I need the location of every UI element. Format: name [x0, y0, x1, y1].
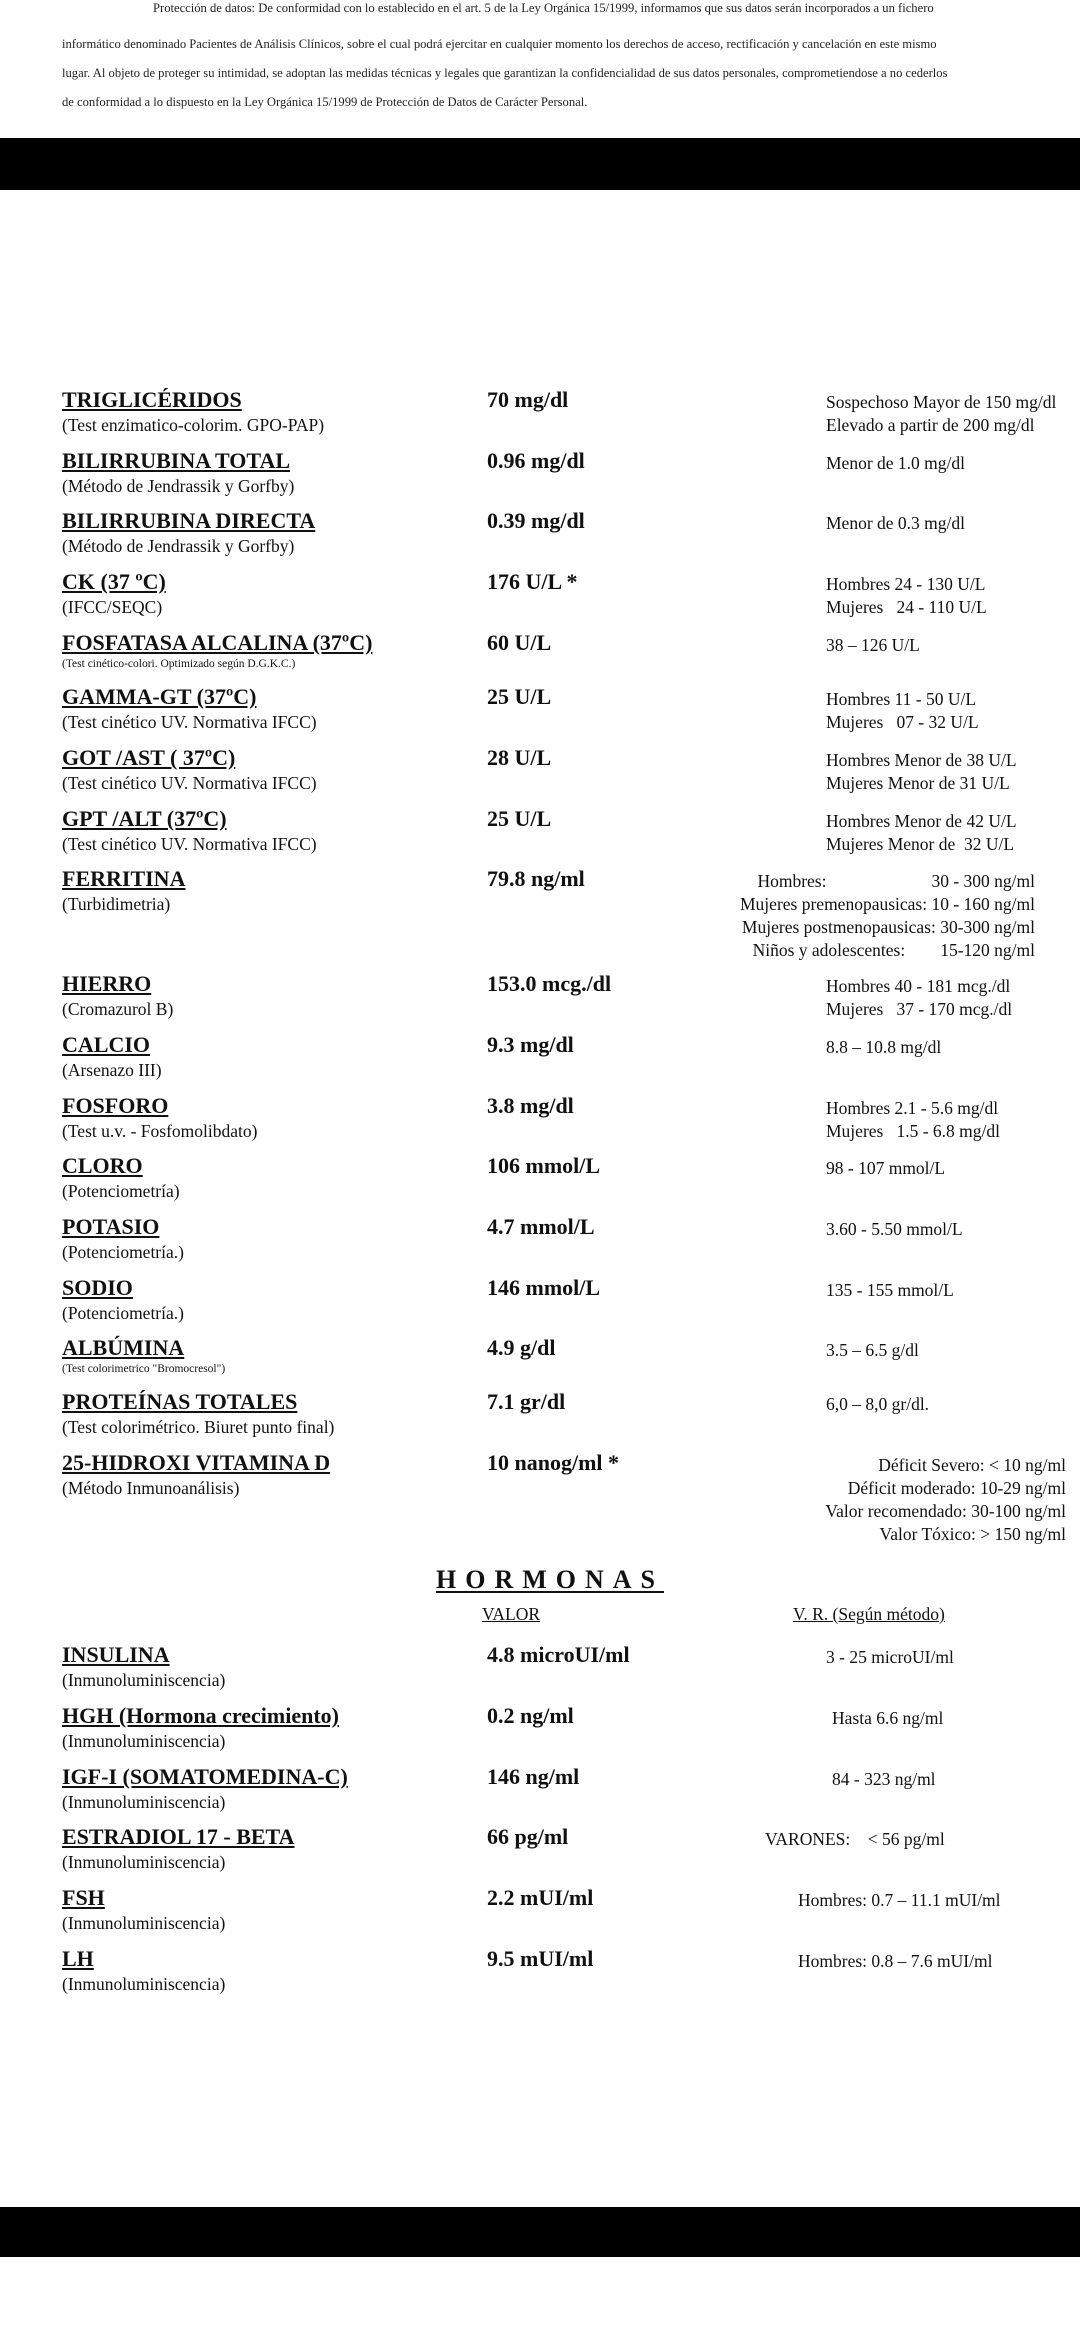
hormone-reference: VARONES: < 56 pg/ml: [765, 1829, 945, 1849]
privacy-line: de conformidad a lo dispuesto en la Ley Orgánica 15/1999 de Protección de Datos de Carácter Personal.: [62, 95, 588, 109]
test-reference: Sospechoso Mayor de 150 mg/dl Elevado a partir de 200 mg/dl: [826, 392, 1057, 435]
test-value: 28 U/L: [487, 745, 552, 770]
hormone-reference: Hombres: 0.7 – 11.1 mUI/ml: [798, 1890, 1001, 1910]
test-name: GOT /AST ( 37ºC): [62, 745, 236, 770]
test-value: 4.9 g/dl: [487, 1335, 556, 1360]
test-reference: Déficit Severo: < 10 ng/ml Déficit moderado: 10-29 ng/ml Valor recomendado: 30-100 ng/ml Valor Tóxico: > 150 ng/ml: [825, 1455, 1066, 1544]
top-black-band: [0, 138, 1080, 190]
test-value: 3.8 mg/dl: [487, 1093, 574, 1118]
test-method: (Potenciometría.): [62, 1303, 184, 1323]
test-method: (Método de Jendrassik y Gorfby): [62, 536, 295, 556]
test-reference: 8.8 – 10.8 mg/dl: [826, 1037, 942, 1057]
test-name: HIERRO: [62, 971, 152, 996]
test-name: CALCIO: [62, 1032, 151, 1057]
hormone-value: 146 ng/ml: [487, 1764, 580, 1789]
hormone-method: (Inmunoluminiscencia): [62, 1792, 226, 1812]
hormone-value: 9.5 mUI/ml: [487, 1946, 594, 1971]
test-reference: Hombres 40 - 181 mcg./dl Mujeres 37 - 170 mcg./dl: [826, 976, 1013, 1019]
privacy-line: informático denominado Pacientes de Análisis Clínicos, sobre el cual podrá ejercitar en cualquier momento los derechos de acceso, rectificación y cancelación en este mismo: [62, 37, 937, 51]
test-reference: 135 - 155 mmol/L: [826, 1280, 954, 1300]
hormone-method: (Inmunoluminiscencia): [62, 1974, 226, 1994]
hormone-method: (Inmunoluminiscencia): [62, 1731, 226, 1751]
hormone-value: 4.8 microUI/ml: [487, 1642, 630, 1667]
hormone-name: FSH: [62, 1885, 105, 1910]
test-reference: Menor de 0.3 mg/dl: [826, 513, 966, 533]
test-name: FOSFATASA ALCALINA (37ºC): [62, 630, 373, 655]
test-reference: Hombres: 30 - 300 ng/ml Mujeres premenopausicas: 10 - 160 ng/ml Mujeres postmenopausicas: 30-300 ng/ml Niños y adolescentes: 15-120 ng/ml: [740, 871, 1036, 960]
test-name: CLORO: [62, 1153, 143, 1178]
test-reference: 38 – 126 U/L: [826, 635, 920, 655]
test-method: (Test cinético UV. Normativa IFCC): [62, 834, 317, 854]
test-method: (IFCC/SEQC): [62, 597, 163, 617]
test-method: (Test colorimetrico "Bromocresol"): [62, 1363, 226, 1375]
test-reference: Hombres Menor de 42 U/L Mujeres Menor de 32 U/L: [826, 811, 1017, 854]
test-name: 25-HIDROXI VITAMINA D: [62, 1450, 331, 1475]
test-method: (Método de Jendrassik y Gorfby): [62, 476, 295, 496]
test-name: POTASIO: [62, 1214, 160, 1239]
test-value: 7.1 gr/dl: [487, 1389, 566, 1414]
test-method: (Turbidimetria): [62, 894, 171, 914]
test-value: 4.7 mmol/L: [487, 1214, 595, 1239]
test-method: (Test enzimatico-colorim. GPO-PAP): [62, 415, 325, 435]
test-method: (Test cinético UV. Normativa IFCC): [62, 712, 317, 732]
test-name: FOSFORO: [62, 1093, 169, 1118]
test-value: 0.96 mg/dl: [487, 448, 585, 473]
privacy-line: Protección de datos: De conformidad con lo establecido en el art. 5 de la Ley Orgánica 15/1999, informamos que sus datos serán incorporados a un fichero: [153, 1, 934, 15]
hormone-method: (Inmunoluminiscencia): [62, 1913, 226, 1933]
test-name: PROTEÍNAS TOTALES: [62, 1389, 298, 1414]
test-value: 25 U/L: [487, 684, 552, 709]
test-value: 0.39 mg/dl: [487, 508, 585, 533]
test-value: 79.8 ng/ml: [487, 866, 585, 891]
test-value: 176 U/L *: [487, 569, 578, 594]
test-name: SODIO: [62, 1275, 133, 1300]
hormone-value: 66 pg/ml: [487, 1824, 569, 1849]
hormone-name: LH: [62, 1946, 94, 1971]
hormone-method: (Inmunoluminiscencia): [62, 1852, 226, 1872]
test-name: GPT /ALT (37ºC): [62, 806, 227, 831]
test-name: ALBÚMINA: [62, 1335, 185, 1360]
hormone-name: INSULINA: [62, 1642, 170, 1667]
hormone-name: ESTRADIOL 17 - BETA: [62, 1824, 295, 1849]
hormone-reference: 84 - 323 ng/ml: [832, 1769, 936, 1789]
column-header-valor: VALOR: [482, 1604, 541, 1624]
test-value: 25 U/L: [487, 806, 552, 831]
hormone-reference: 3 - 25 microUI/ml: [826, 1647, 954, 1667]
test-reference: Hombres 11 - 50 U/L Mujeres 07 - 32 U/L: [826, 689, 979, 732]
privacy-notice: [0, 0, 1080, 138]
test-value: 146 mmol/L: [487, 1275, 601, 1300]
test-reference: Menor de 1.0 mg/dl: [826, 453, 966, 473]
test-value: 10 nanog/ml *: [487, 1450, 620, 1475]
test-method: (Test u.v. - Fosfomolibdato): [62, 1121, 258, 1141]
test-reference: 98 - 107 mmol/L: [826, 1158, 946, 1178]
bottom-black-band: [0, 2207, 1080, 2257]
test-method: (Potenciometría): [62, 1181, 180, 1201]
hormone-reference: Hombres: 0.8 – 7.6 mUI/ml: [798, 1951, 993, 1971]
hormone-method: (Inmunoluminiscencia): [62, 1670, 226, 1690]
test-method: (Test cinético-colori. Optimizado según D.G.K.C.): [62, 658, 296, 670]
section-title-hormonas: HORMONAS: [436, 1565, 664, 1594]
privacy-line: lugar. Al objeto de proteger su intimidad, se adoptan las medidas técnicas y legales que garantizan la confidencialidad de sus datos personales, comprometiendose a no cederlos: [62, 66, 948, 80]
column-header-reference: V. R. (Según método): [793, 1604, 945, 1624]
test-method: (Arsenazo III): [62, 1060, 162, 1080]
test-name: GAMMA-GT (37ºC): [62, 684, 257, 709]
test-value: 153.0 mcg./dl: [487, 971, 612, 996]
test-name: BILIRRUBINA TOTAL: [62, 448, 291, 473]
test-reference: 3.60 - 5.50 mmol/L: [826, 1219, 963, 1239]
test-method: (Cromazurol B): [62, 999, 174, 1019]
test-value: 9.3 mg/dl: [487, 1032, 574, 1057]
test-reference: Hombres Menor de 38 U/L Mujeres Menor de 31 U/L: [826, 750, 1017, 793]
test-name: BILIRRUBINA DIRECTA: [62, 508, 316, 533]
test-reference: 6,0 – 8,0 gr/dl.: [826, 1394, 930, 1414]
hormone-name: IGF-I (SOMATOMEDINA-C): [62, 1764, 348, 1789]
test-name: TRIGLICÉRIDOS: [62, 387, 242, 412]
hormone-name: HGH (Hormona crecimiento): [62, 1703, 339, 1728]
hormone-value: 0.2 ng/ml: [487, 1703, 574, 1728]
test-value: 70 mg/dl: [487, 387, 569, 412]
test-method: (Potenciometría.): [62, 1242, 184, 1262]
test-reference: 3.5 – 6.5 g/dl: [826, 1340, 919, 1360]
test-method: (Test colorimétrico. Biuret punto final): [62, 1417, 335, 1437]
test-value: 106 mmol/L: [487, 1153, 601, 1178]
hormone-value: 2.2 mUI/ml: [487, 1885, 594, 1910]
test-method: (Test cinético UV. Normativa IFCC): [62, 773, 317, 793]
test-reference: Hombres 24 - 130 U/L Mujeres 24 - 110 U/L: [826, 574, 987, 617]
test-name: CK (37 ºC): [62, 569, 166, 594]
test-name: FERRITINA: [62, 866, 186, 891]
test-reference: Hombres 2.1 - 5.6 mg/dl Mujeres 1.5 - 6.8 mg/dl: [826, 1098, 1001, 1141]
test-method: (Método Inmunoanálisis): [62, 1478, 240, 1498]
test-value: 60 U/L: [487, 630, 552, 655]
hormone-reference: Hasta 6.6 ng/ml: [832, 1708, 944, 1728]
